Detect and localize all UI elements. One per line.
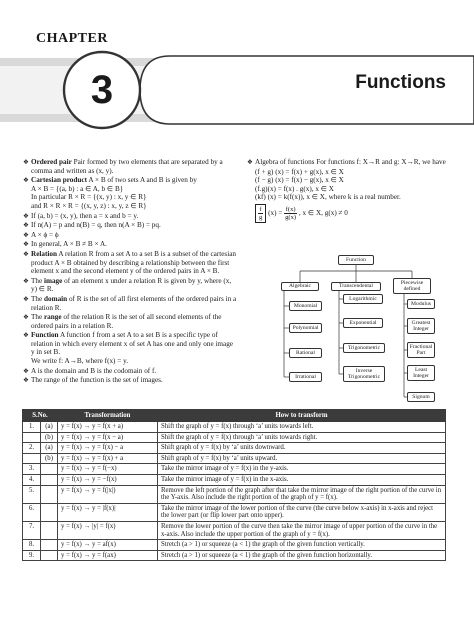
- table-row: [23, 453, 446, 464]
- formula-scalar: (kf) (x) = k(f(x)), x ∈ X, where k is a real number.: [255, 193, 401, 202]
- cell-how: Stretch (a > 1) or squeeze (a < 1) the graph of the given function vertically.: [158, 540, 446, 551]
- cell-how: Shift the graph of y = f(x) through ‘a’ units towards right.: [158, 432, 446, 443]
- header-transformation: Transformation: [58, 410, 158, 422]
- diamond-bullet-icon: ❖: [23, 331, 29, 340]
- table-row: [23, 550, 446, 561]
- list-item: ❖ Algebra of functions For functions f: X→R and g: X→R, we have: [247, 158, 446, 166]
- list-item: ❖ Cartesian product A × B of two sets A and B is given by A × B = {(a, b) : a ∈ A, b ∈ B} In particular R × R = {(x, y) : x, y ∈ R} and R × R × R = {(x, y, z) : x, y, z ∈ R}: [23, 176, 197, 210]
- transformation-table: [22, 409, 446, 561]
- diamond-bullet-icon: ❖: [23, 176, 29, 185]
- table-row: [23, 464, 446, 475]
- cell-how: Shift graph of y = f(x) by ‘a’ units downward.: [158, 443, 446, 454]
- cell-transformation: y = f(x) → y = af(x): [58, 540, 158, 551]
- cell-sno: [23, 432, 41, 443]
- diamond-bullet-icon: ❖: [23, 376, 29, 385]
- node-irrational: Irrational: [289, 372, 322, 382]
- cell-how: Take the mirror image of y = f(x) in the y-axis.: [158, 464, 446, 475]
- table-row: [23, 540, 446, 551]
- list-item: ❖ Relation A relation R from a set A to a set B is a subset of the cartesian product A × B obtained by describing a relationship between the first element x and the second element y of the ordered pairs in A × B.: [23, 249, 237, 276]
- chapter-title: Functions: [355, 72, 446, 93]
- diamond-bullet-icon: ❖: [23, 221, 29, 230]
- table-header-row: [23, 410, 446, 422]
- list-item: ❖ In general, A × B ≠ B × A.: [23, 240, 107, 249]
- formula-sum: (f + g) (x) = f(x) + g(x), x ∈ X: [255, 167, 344, 176]
- table-row: [23, 485, 446, 503]
- cell-sno: 8.: [23, 540, 41, 551]
- cell-transformation: y = f(x) → y = f(−x): [58, 464, 158, 475]
- diamond-bullet-icon: ❖: [23, 313, 29, 322]
- diamond-bullet-icon: ❖: [23, 211, 29, 220]
- node-monomial: Monomial: [289, 301, 322, 311]
- diamond-bullet-icon: ❖: [23, 249, 29, 258]
- header-sno: S.No.: [23, 410, 58, 422]
- cell-sno: 3.: [23, 464, 41, 475]
- diamond-bullet-icon: ❖: [23, 158, 29, 166]
- diamond-bullet-icon: ❖: [23, 240, 29, 249]
- table-row: [23, 432, 446, 443]
- cell-transformation: y = f(x) → y = f(x − a): [58, 432, 158, 443]
- node-exponential: Exponential: [343, 318, 383, 328]
- cell-transformation: y = f(x) → y = f(|x|): [58, 485, 158, 503]
- list-item: ❖ The domain of R is the set of all first elements of the ordered pairs in a relation R.: [23, 294, 237, 312]
- cell-how: Take the mirror image of the lower portion of the curve (the curve below x-axis) in x-axis and reject the lower part (or flip lower part onto upper).: [158, 503, 446, 521]
- diamond-bullet-icon: ❖: [23, 366, 29, 375]
- node-algebraic: Algebraic: [281, 282, 319, 291]
- diamond-bullet-icon: ❖: [247, 158, 253, 166]
- cell-sub: (b): [41, 453, 58, 464]
- cell-sno: 1.: [23, 422, 41, 433]
- cell-sno: 7.: [23, 521, 41, 539]
- list-item: ❖ A × ϕ = ϕ: [23, 230, 59, 239]
- diamond-bullet-icon: ❖: [23, 294, 29, 303]
- cell-transformation: y = f(x) → y = f(x) + a: [58, 453, 158, 464]
- formula-quotient: $\frac{f}{g}$ (x) = $\frac{f(x)}{g(x)}$ , x ∈ X, g(x) ≠ 0: [247, 204, 457, 223]
- cell-sno: 5.: [23, 485, 41, 503]
- cell-how: Remove the left portion of the graph after that take the mirror image of the right portion of the curve in the Y-axis. Also include the right portion of the graph of y = f(x).: [158, 485, 446, 503]
- table-row: [23, 443, 446, 454]
- node-logarithmic: Logarithmic: [343, 294, 383, 304]
- node-fractional-part: Fractional Part: [407, 342, 435, 358]
- list-item: ❖ Ordered pair Pair formed by two elements that are separated by a comma and written as (x, y).: [23, 158, 223, 175]
- node-inverse-trigonometric: Inverse Trigonometric: [343, 366, 385, 382]
- table-row: [23, 521, 446, 539]
- list-item: ❖ If n(A) = p and n(B) = q, then n(A × B) = pq.: [23, 221, 161, 230]
- left-column: [23, 158, 238, 386]
- cell-sub: (a): [41, 422, 58, 433]
- cell-sub: [41, 474, 58, 485]
- header-how-to-transform: How to transform: [158, 410, 446, 422]
- node-modulus: Modulus: [407, 299, 435, 309]
- node-polynomial: Polynomial: [289, 323, 322, 333]
- table-row: [23, 474, 446, 485]
- cell-transformation: y = f(x) → y = f(ax): [58, 550, 158, 561]
- cell-sub: [41, 550, 58, 561]
- list-item: ❖ A is the domain and B is the codomain of f.: [23, 366, 157, 375]
- formula-difference: (f − g) (x) = f(x) − g(x), x ∈ X: [255, 176, 344, 185]
- list-item: ❖ If (a, b) = (x, y), then a = x and b = y.: [23, 211, 139, 220]
- cell-sub: (a): [41, 443, 58, 454]
- cell-sno: 4.: [23, 474, 41, 485]
- cell-transformation: y = f(x) → y = f(x) − a: [58, 443, 158, 454]
- cell-transformation: y = f(x) → y = |f(x)|: [58, 503, 158, 521]
- node-transcendental: Transcendental: [331, 282, 381, 291]
- cell-sub: [41, 464, 58, 475]
- cell-how: Stretch (a > 1) or squeeze (a < 1) the graph of the given function horizontally.: [158, 550, 446, 561]
- cell-how: Shift the graph of y = f(x) through ‘a’ units towards left.: [158, 422, 446, 433]
- cell-sno: 6.: [23, 503, 41, 521]
- cell-how: Shift graph of y = f(x) by ‘a’ units upward.: [158, 453, 446, 464]
- cell-sub: [41, 503, 58, 521]
- cell-sub: (b): [41, 432, 58, 443]
- cell-how: Remove the lower portion of the curve then take the mirror image of upper portion of the curve in the x-axis. Also include the upper portion of the graph of y = f(x).: [158, 521, 446, 539]
- cell-transformation: y = f(x) → y = −f(x): [58, 474, 158, 485]
- node-rational: Rational: [289, 348, 322, 358]
- cell-sub: [41, 485, 58, 503]
- list-item: ❖ Function A function f from a set A to a set B is a specific type of relation in which every element x of set A has one and only one image y in set B. We write f: A→B, where f(x) = y.: [23, 331, 233, 366]
- diamond-bullet-icon: ❖: [23, 230, 29, 239]
- table-row: [23, 503, 446, 521]
- cell-transformation: y = f(x) → |y| = f(x): [58, 521, 158, 539]
- node-signum: Signum: [407, 392, 435, 402]
- node-function: Function: [338, 255, 374, 265]
- formula-product: (f.g)(x) = f(x) . g(x), x ∈ X: [255, 184, 334, 193]
- cell-sno: [23, 453, 41, 464]
- cell-sub: [41, 521, 58, 539]
- right-column: [247, 158, 457, 223]
- cell-how: Take the mirror image of y = f(x) in the x-axis.: [158, 474, 446, 485]
- chapter-number: 3: [90, 68, 114, 112]
- cell-sno: 9.: [23, 550, 41, 561]
- node-trigonometric: Trigonometric: [343, 343, 385, 353]
- node-piecewise: Piecewise defined: [393, 278, 431, 294]
- table-row: [23, 422, 446, 433]
- list-item: ❖ The range of the function is the set of images.: [23, 376, 163, 385]
- cell-sno: 2.: [23, 443, 41, 454]
- cell-sub: [41, 540, 58, 551]
- list-item: ❖ The image of an element x under a relation R is given by y, where (x, y) ∈ R.: [23, 276, 232, 294]
- diamond-bullet-icon: ❖: [23, 276, 29, 285]
- node-least-integer: Least Integer: [407, 365, 435, 381]
- node-greatest-integer: Greatest Integer: [407, 318, 435, 334]
- function-classification-diagram: [276, 252, 436, 406]
- cell-transformation: y = f(x) → y = f(x + a): [58, 422, 158, 433]
- list-item: ❖ The range of the relation R is the set of all second elements of the ordered pairs in a relation R.: [23, 313, 222, 330]
- chapter-label: CHAPTER: [36, 31, 108, 46]
